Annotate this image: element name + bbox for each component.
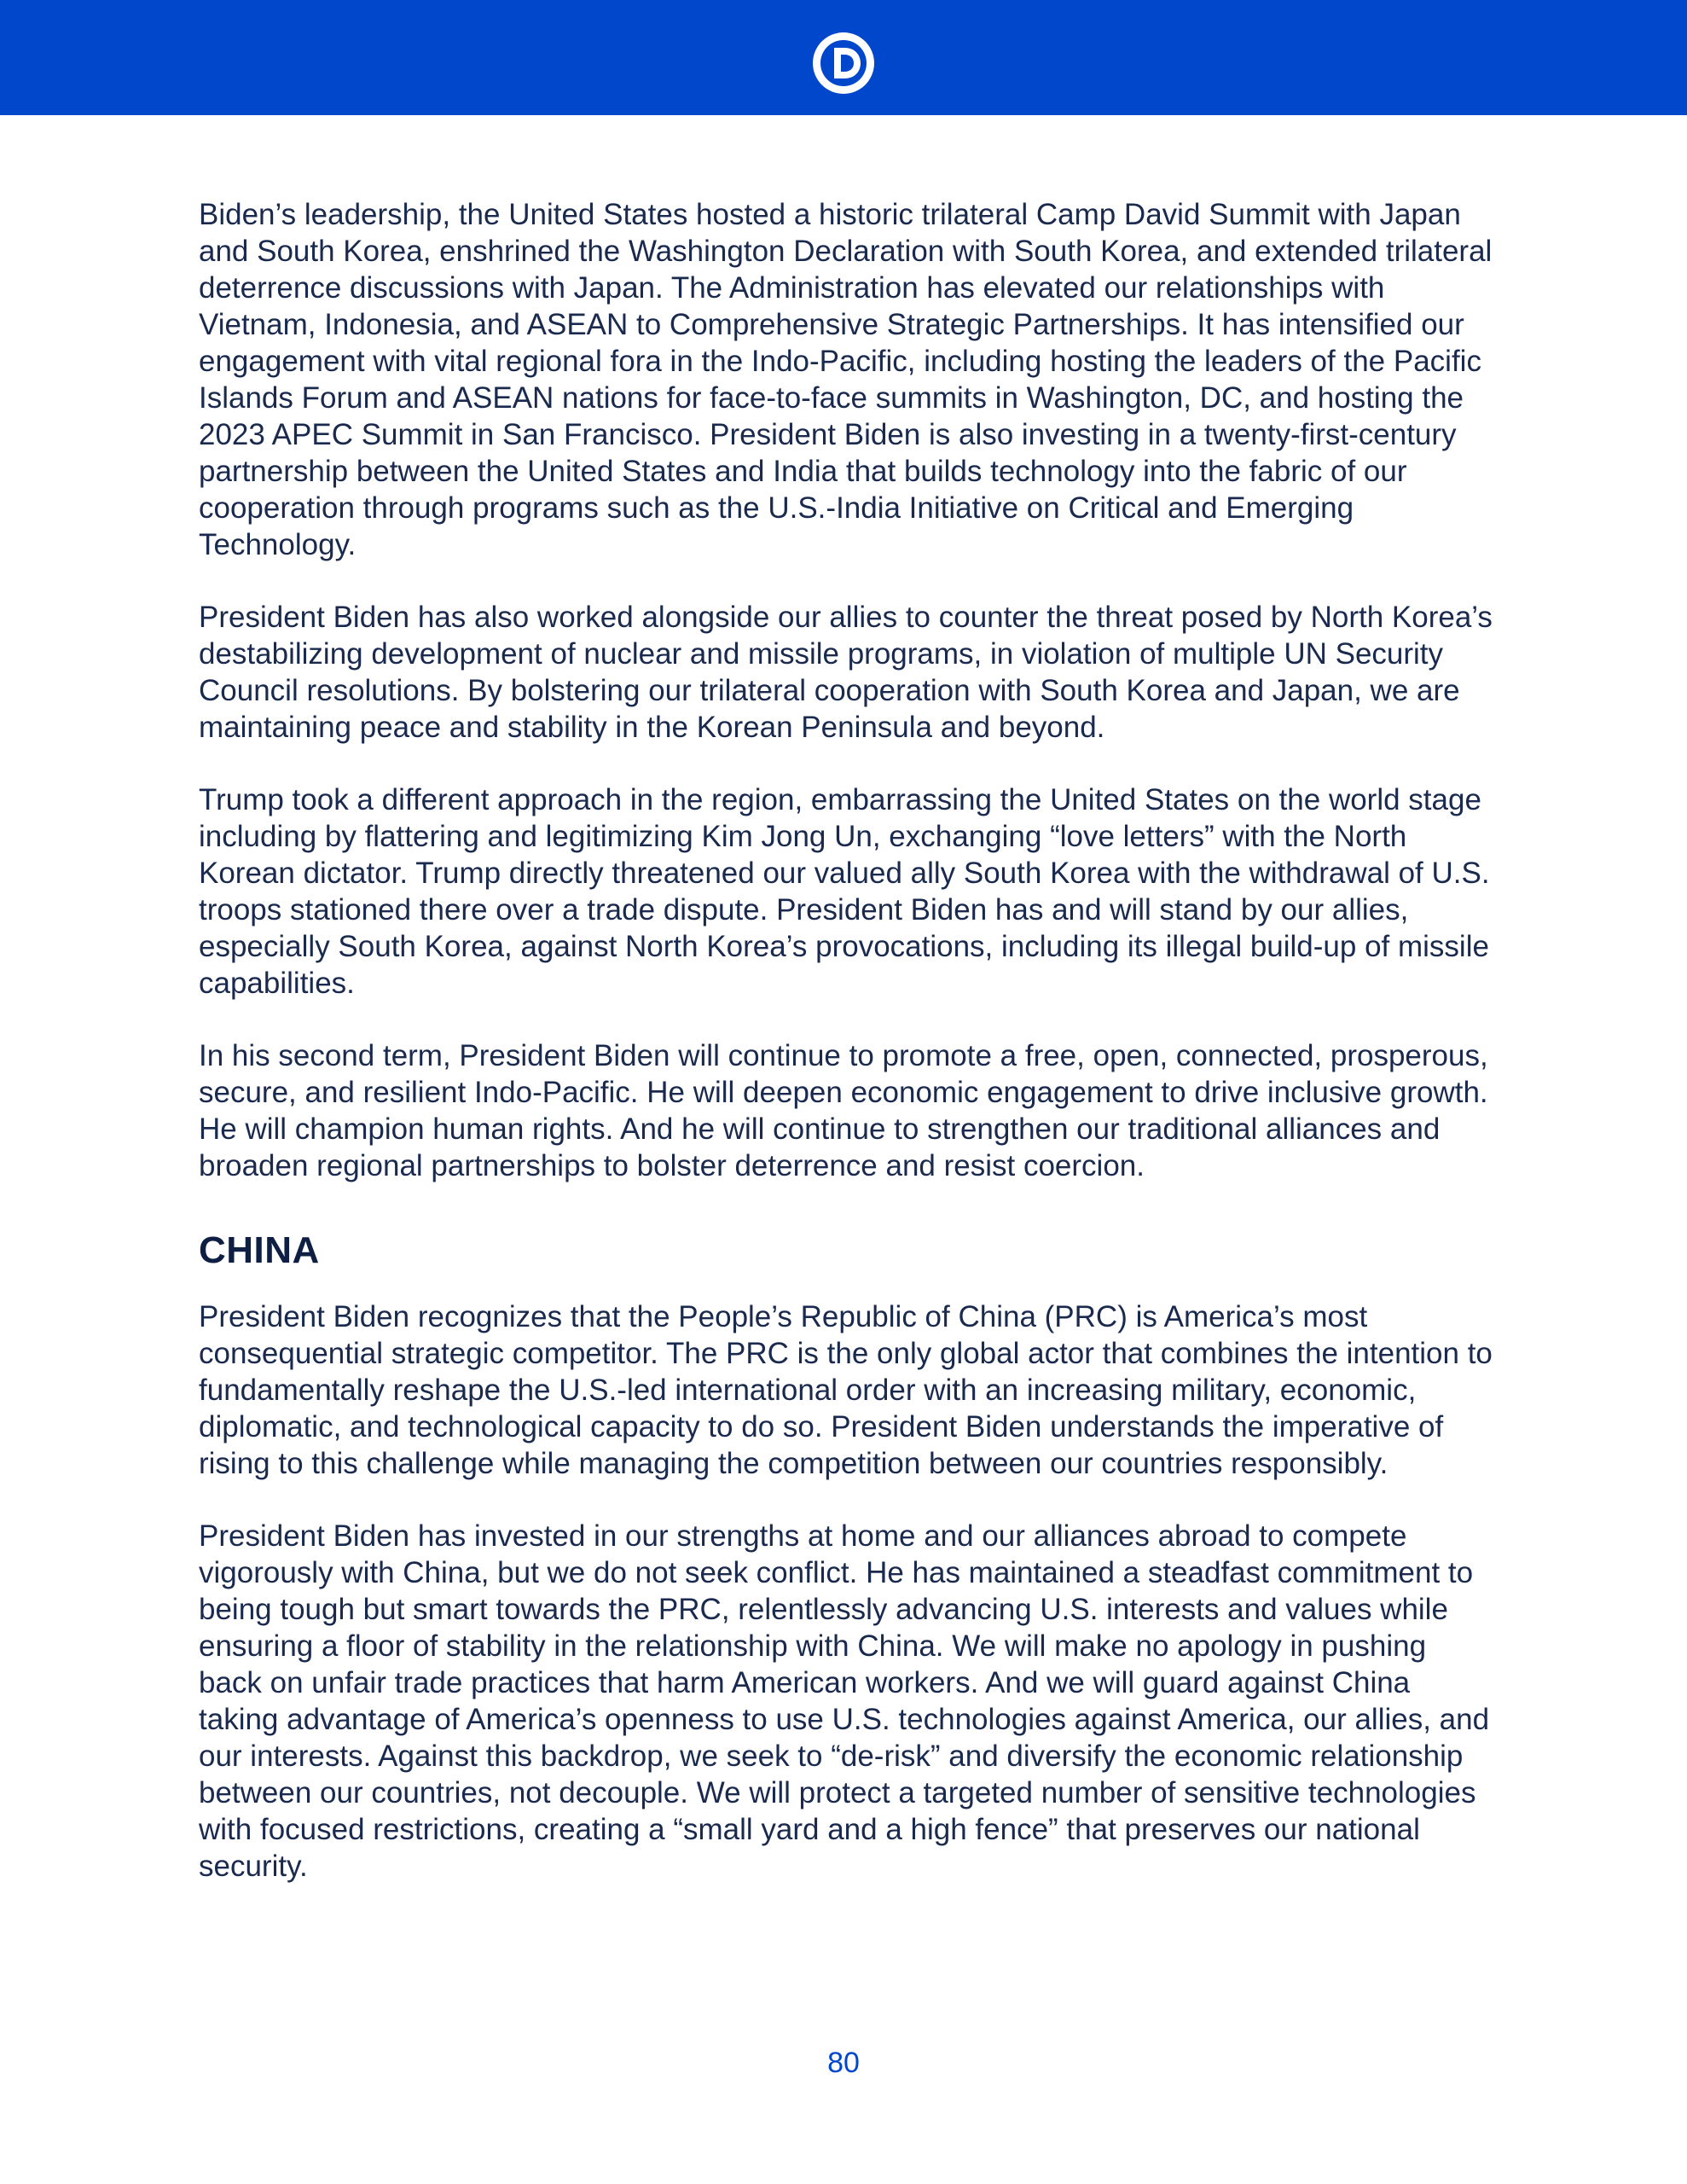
section-heading-china: CHINA — [199, 1229, 320, 1271]
democratic-party-d-logo-icon — [810, 30, 877, 96]
body-paragraph: Biden’s leadership, the United States hosted a historic trilateral Camp David Summit with Japan and South Korea, enshrined the Washington Declaration with South Korea, and extended trilateral deterrence discussions with Japan. The Administration has elevated our relationships with Vietnam, Indonesia, and ASEAN to Comprehensive Strategic Partnerships. It has intensified our engagement with vital regional fora in the Indo-Pacific, including hosting the leaders of the Pacific Islands Forum and ASEAN nations for face-to-face summits in Washington, DC, and hosting the 2023 APEC Summit in San Francisco. President Biden is also investing in a twenty-first-century partnership between the United States and India that builds technology into the fabric of our cooperation through programs such as the U.S.-India Initiative on Critical and Emerging Technology. — [199, 198, 1493, 561]
body-paragraph: President Biden has also worked alongside our allies to counter the threat posed by North Korea’s destabilizing development of nuclear and missile programs, in violation of multiple UN Security Council resolutions. By bolstering our trilateral cooperation with South Korea and Japan, we are maintaining peace and stability in the Korean Peninsula and beyond. — [199, 601, 1493, 744]
page-number: 80 — [827, 2047, 860, 2079]
body-paragraph: President Biden has invested in our strengths at home and our alliances abroad to compete vigorously with China, but we do not seek conflict. He has maintained a steadfast commitment to being tough but smart towards the PRC, relentlessly advancing U.S. interests and values while ensuring a floor of stability in the relationship with China. We will make no apology in pushing back on unfair trade practices that harm American workers. And we will guard against China taking advantage of America’s openness to use U.S. technologies against America, our allies, and our interests. Against this backdrop, we seek to “de-risk” and diversify the economic relationship between our countries, not decouple. We will protect a targeted number of sensitive technologies with focused restrictions, creating a “small yard and a high fence” that preserves our national security. — [199, 1519, 1490, 1883]
page-content — [199, 196, 1495, 1920]
body-paragraph: Trump took a different approach in the region, embarrassing the United States on the world stage including by flattering and legitimizing Kim Jong Un, exchanging “love letters” with the North Korean dictator. Trump directly threatened our valued ally South Korea with the withdrawal of U.S. troops stationed there over a trade dispute. President Biden has and will stand by our allies, especially South Korea, against North Korea’s provocations, including its illegal build-up of missile capabilities. — [199, 783, 1490, 1000]
header-bar — [0, 0, 1687, 115]
body-paragraph: In his second term, President Biden will continue to promote a free, open, connected, prosperous, secure, and resilient Indo-Pacific. He will deepen economic engagement to drive inclusive growth. He will champion human rights. And he will continue to strengthen our traditional alliances and broaden regional partnerships to bolster deterrence and resist coercion. — [199, 1039, 1488, 1182]
body-paragraph: President Biden recognizes that the People’s Republic of China (PRC) is America’s most consequential strategic competitor. The PRC is the only global actor that combines the intention to fundamentally reshape the U.S.-led international order with an increasing military, economic, diplomatic, and technological capacity to do so. President Biden understands the imperative of rising to this challenge while managing the competition between our countries responsibly. — [199, 1300, 1493, 1480]
